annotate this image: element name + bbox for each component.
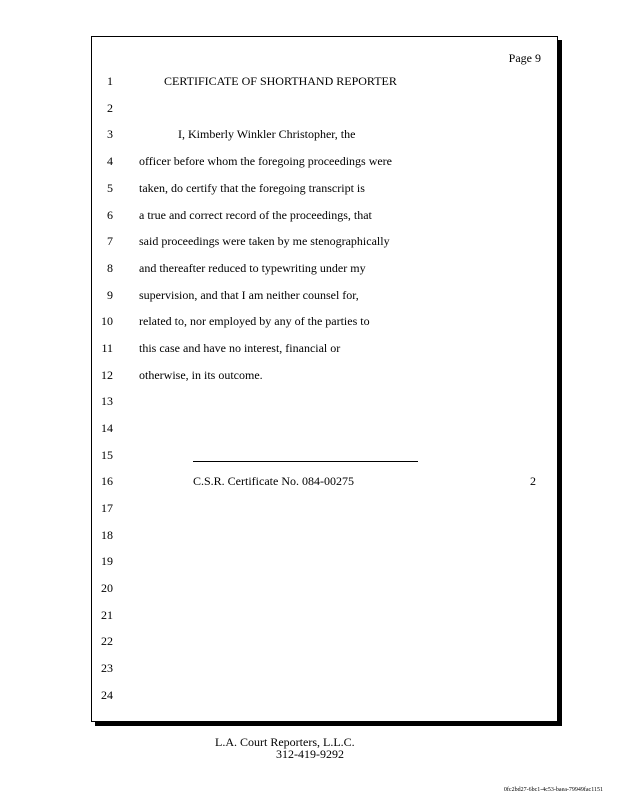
- transcript-line: [92, 473, 557, 489]
- line-number: 16: [101, 474, 113, 488]
- signature-line: [193, 461, 418, 462]
- transcript-line: [92, 287, 557, 303]
- line-number: 17: [101, 501, 113, 515]
- certificate-number: C.S.R. Certificate No. 084-00275: [193, 474, 354, 488]
- line-text: officer before whom the foregoing proceedings were: [139, 154, 393, 168]
- transcript-line: [92, 313, 557, 329]
- transcript-line: [92, 633, 557, 649]
- line-number: 11: [101, 341, 113, 355]
- transcript-line: [92, 153, 557, 169]
- certificate-title: CERTIFICATE OF SHORTHAND REPORTER: [164, 74, 397, 88]
- transcript-line: [92, 660, 557, 676]
- line-number: 15: [101, 448, 113, 462]
- line-number: 21: [101, 608, 113, 622]
- transcript-line: [92, 580, 557, 596]
- transcript-line: [92, 340, 557, 356]
- transcript-line: [92, 500, 557, 516]
- line-number: 23: [101, 661, 113, 675]
- transcript-line: [92, 420, 557, 436]
- page-number: Page 9: [508, 51, 541, 65]
- line-text: a true and correct record of the proceedings, that: [139, 208, 372, 222]
- line-text: said proceedings were taken by me stenographically: [139, 234, 390, 248]
- line-text: related to, nor employed by any of the parties to: [139, 314, 370, 328]
- line-number: 8: [107, 261, 113, 275]
- line-number: 6: [107, 208, 113, 222]
- line-number: 2: [107, 101, 113, 115]
- line-text: and thereafter reduced to typewriting under my: [139, 261, 366, 275]
- right-margin-number: 2: [530, 474, 536, 488]
- transcript-line: [92, 126, 557, 142]
- line-number: 13: [101, 394, 113, 408]
- transcript-line: [92, 607, 557, 623]
- transcript-line: [92, 527, 557, 543]
- transcript-line: [92, 73, 557, 89]
- line-number: 20: [101, 581, 113, 595]
- line-text: I, Kimberly Winkler Christopher, the: [178, 127, 356, 141]
- line-number: 4: [107, 154, 113, 168]
- transcript-line: [92, 180, 557, 196]
- line-text: supervision, and that I am neither counsel for,: [139, 288, 359, 302]
- line-text: this case and have no interest, financial or: [139, 341, 341, 355]
- line-text: otherwise, in its outcome.: [139, 368, 263, 382]
- transcript-line: [92, 100, 557, 116]
- line-number: 18: [101, 528, 113, 542]
- line-number: 24: [101, 688, 113, 702]
- line-number: 10: [101, 314, 113, 328]
- line-number: 22: [101, 634, 113, 648]
- line-number: 14: [101, 421, 113, 435]
- transcript-line: [92, 260, 557, 276]
- line-number: 9: [107, 288, 113, 302]
- transcript-line: [92, 553, 557, 569]
- line-number: 7: [107, 234, 113, 248]
- transcript-line: [92, 207, 557, 223]
- line-text: taken, do certify that the foregoing transcript is: [139, 181, 365, 195]
- line-number: 1: [107, 74, 113, 88]
- document-id: 0fc2bd27-6bc1-4c53-baea-79949fac1151: [503, 787, 603, 793]
- transcript-line: [92, 687, 557, 703]
- line-number: 3: [107, 127, 113, 141]
- footer-phone: 312-419-9292: [276, 747, 344, 761]
- transcript-line: [92, 393, 557, 409]
- line-number: 5: [107, 181, 113, 195]
- transcript-line: [92, 233, 557, 249]
- transcript-page: [91, 36, 558, 722]
- transcript-line: [92, 367, 557, 383]
- footer-company: L.A. Court Reporters, L.L.C.: [215, 735, 355, 749]
- line-number: 19: [101, 554, 113, 568]
- line-number: 12: [101, 368, 113, 382]
